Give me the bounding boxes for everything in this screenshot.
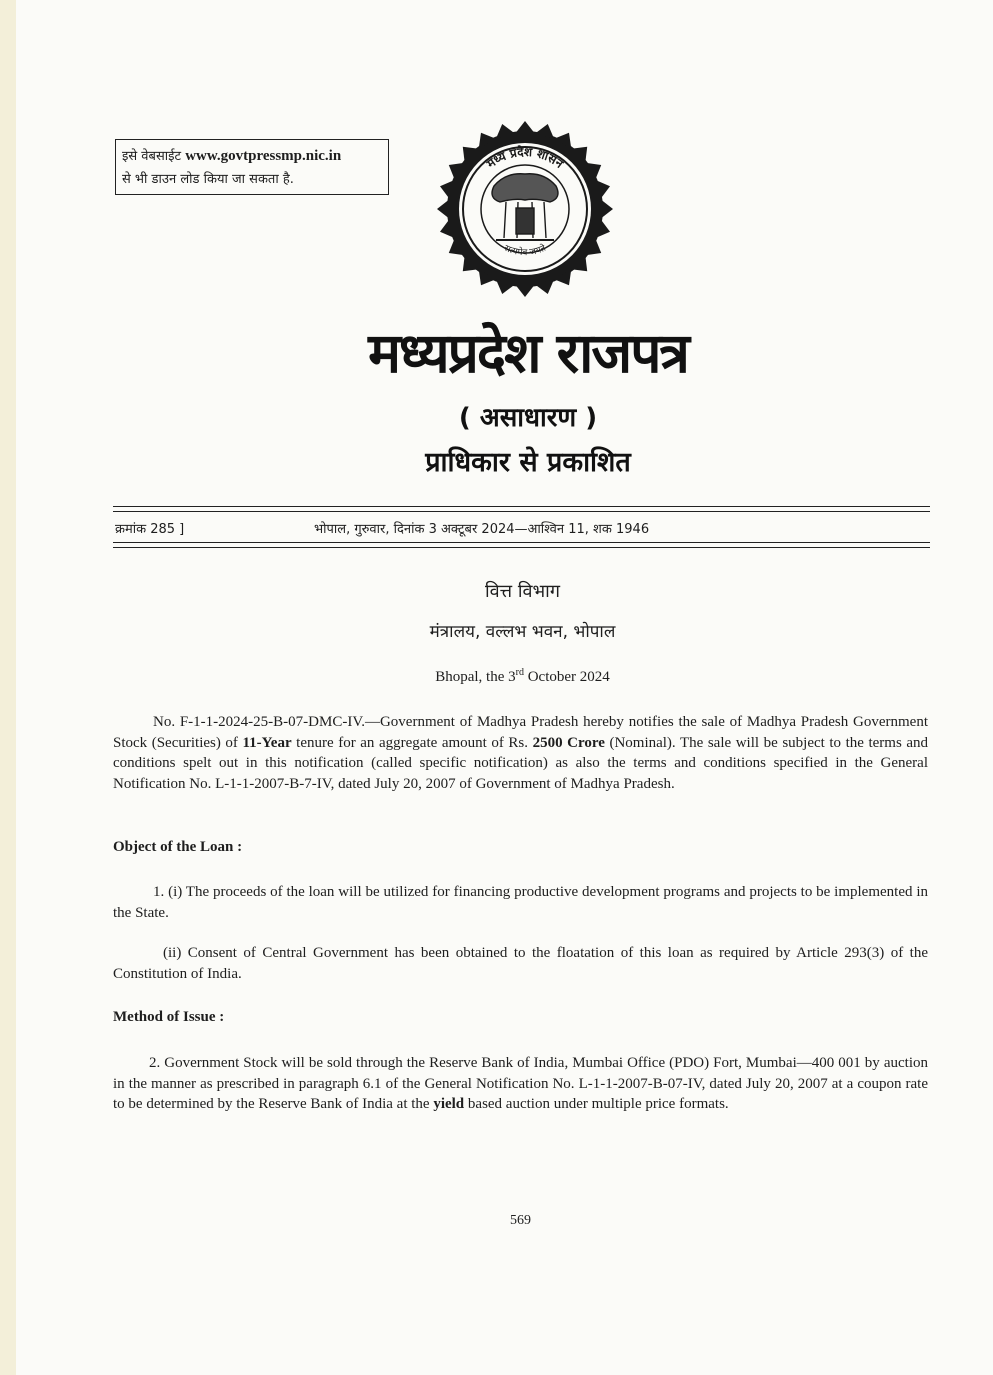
- department-name: वित्त विभाग: [485, 581, 560, 602]
- object-of-loan-heading: Object of the Loan :: [113, 839, 243, 855]
- tenure-bold: 11-Year: [242, 734, 292, 751]
- yield-bold: yield: [433, 1096, 465, 1112]
- amount-bold: 2500 Crore: [532, 734, 605, 751]
- seal-outer-text: मध्य प्रदेश शासन: [484, 144, 566, 171]
- place-date-superscript: rd: [515, 667, 524, 678]
- place-date-suffix: October 2024: [523, 669, 610, 685]
- website-notice-box: [115, 139, 389, 195]
- notification-text-3: (Nominal). The sale will be subject to the terms and conditions spelt out in this notification (called specific notification) as also the terms and conditions specified in the General Notification No. L-1-1-2007-B-7-IV, dated July 20, 2007 of Government of Madhya Pradesh.: [113, 734, 928, 792]
- seal-edge-point: [515, 284, 535, 297]
- seal-edge-point: [437, 199, 450, 219]
- header-rule-top-2: [113, 511, 930, 512]
- method-text-2: based auction under multiple price formats.: [464, 1096, 729, 1112]
- header-rule-top-1: [113, 506, 930, 507]
- state-emblem-seal: [436, 120, 614, 298]
- page-number: 569: [510, 1213, 531, 1228]
- method-text-1: 2. Government Stock will be sold through the Reserve Bank of India, Mumbai Office (PDO) Fort, Mumbai—400 001 by auction in the manner as prescribed in paragraph 6.1 of the General Notification No. L-1-1-2007-B-07-IV, dated July 20, 2007 at a coupon rate to be determined by the Reserve Bank of India at the: [113, 1055, 928, 1112]
- gazette-title: मध्यप्रदेश राजपत्र: [368, 321, 688, 385]
- object-paragraph-2: (ii) Consent of Central Government has been obtained to the floatation of this loan as required by Article 293(3) of the Constitution of India.: [113, 945, 928, 982]
- method-paragraph: [113, 1053, 928, 1115]
- website-prefix: इसे वेबसाईट: [122, 149, 182, 164]
- place-date: [0, 667, 993, 686]
- issue-dateline: भोपाल, गुरुवार, दिनांक 3 अक्टूबर 2024—आश्विन 11, शक 1946: [314, 522, 650, 537]
- gazette-extraordinary-label: ( असाधारण ): [458, 403, 598, 433]
- place-date-prefix: Bhopal, the 3: [435, 669, 516, 685]
- method-of-issue-heading: Method of Issue :: [113, 1009, 225, 1025]
- notification-paragraph: [113, 712, 928, 794]
- website-url: www.govtpressmp.nic.in: [185, 148, 342, 164]
- object-paragraph-1: 1. (i) The proceeds of the loan will be utilized for financing productive development programs and projects to be implemented in the State.: [113, 884, 928, 921]
- header-rule-bottom-2: [113, 547, 930, 548]
- website-notice-line1: [122, 145, 382, 168]
- header-rule-bottom-1: [113, 542, 930, 543]
- seal-edge-point: [515, 121, 535, 134]
- page-edge-strip: [0, 0, 16, 1375]
- seal-motto: सत्यमेव जयते: [502, 243, 548, 259]
- issue-number: क्रमांक 285 ]: [115, 522, 185, 537]
- notification-text-2: tenure for an aggregate amount of Rs.: [291, 734, 533, 751]
- notification-text-1: No. F-1-1-2024-25-B-07-DMC-IV.—Government of Madhya Pradesh hereby notifies the sale of Madhya Pradesh Government Stock (Securities) of: [113, 714, 928, 751]
- website-notice-line2: से भी डाउन लोड किया जा सकता है.: [122, 172, 294, 187]
- department-address: मंत्रालय, वल्लभ भवन, भोपाल: [429, 622, 616, 642]
- published-by-authority: प्राधिकार से प्रकाशित: [425, 447, 631, 478]
- seal-edge-point: [600, 199, 613, 219]
